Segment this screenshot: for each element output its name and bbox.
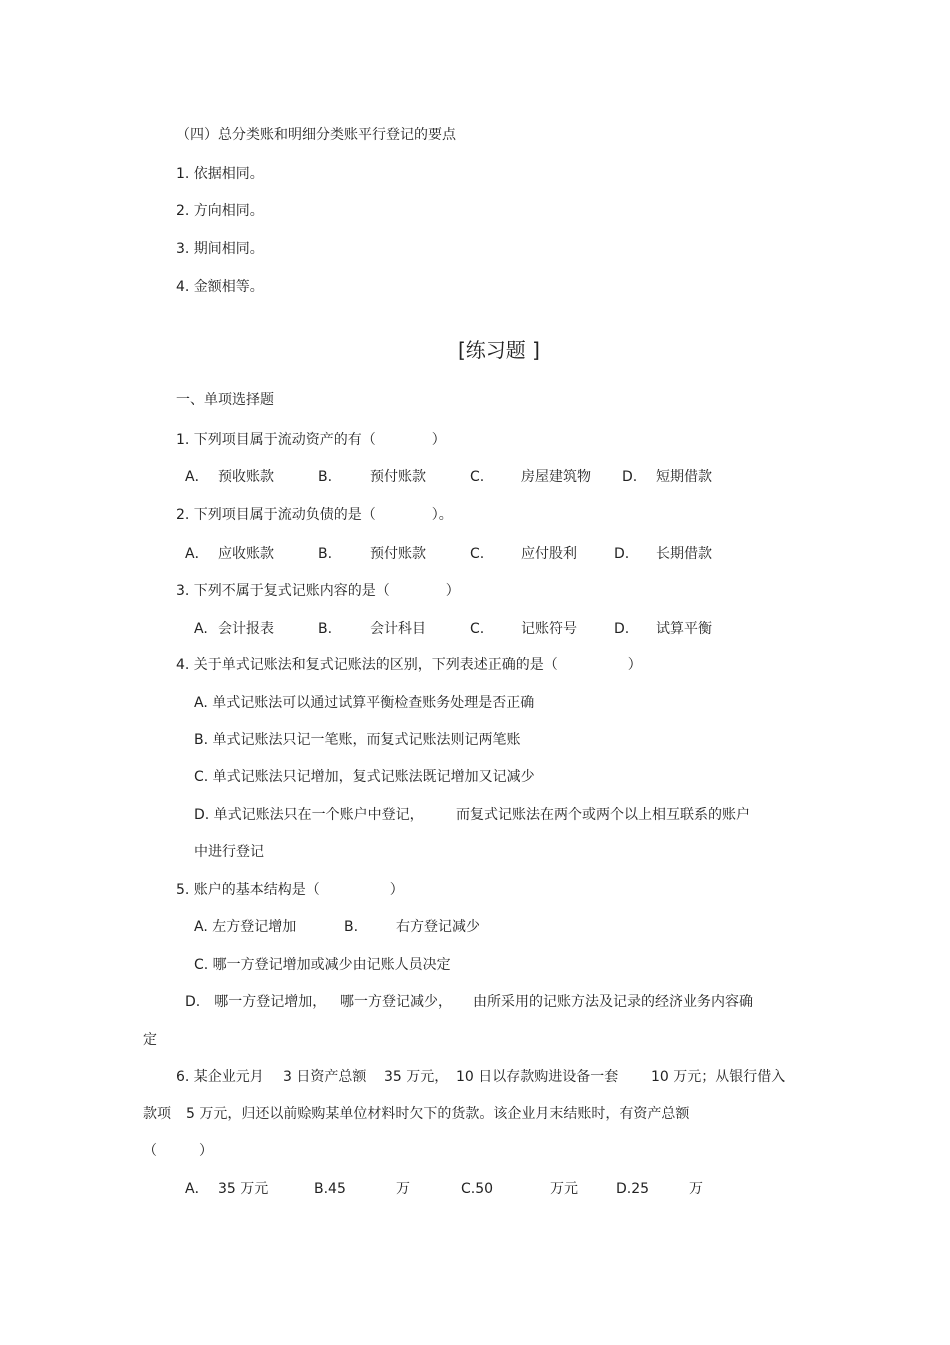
q6-part-7: 5 万元，归还以前赊购某单位材料时欠下的货款。该企业月末结账时，有资产总额: [186, 1106, 690, 1122]
option-c-text: 应付股利: [521, 546, 577, 562]
question-4-option-d-continued: 中进行登记: [194, 844, 264, 860]
option-a: A. 左方登记增加: [194, 919, 297, 935]
option-a-label: A．: [185, 546, 209, 562]
option-a-label: A．: [185, 469, 209, 485]
option-d-part-2: 而复式记账法在两个或两个以上相互联系的账户: [456, 807, 750, 823]
q6-part-6: 款项: [143, 1106, 171, 1122]
question-2-stem: 2. 下列项目属于流动负债的是（ ）。: [176, 507, 453, 523]
option-a-text: 预收账款: [218, 469, 274, 485]
option-c-label: C.: [470, 621, 485, 637]
exercise-title: [练习题 ]: [458, 338, 540, 362]
option-c-text: C.50: [461, 1181, 494, 1197]
question-1-stem: 1. 下列项目属于流动资产的有（ ）: [176, 432, 446, 448]
question-5-stem: 5. 账户的基本结构是（ ）: [176, 882, 404, 898]
question-6-line-3: （ ）: [143, 1143, 213, 1159]
option-d-part-1: D. 哪一方登记增加，: [185, 994, 327, 1010]
option-c-label: C.: [470, 546, 485, 562]
option-d-label: D.: [614, 546, 630, 562]
option-b-label: B.: [318, 621, 333, 637]
option-a-label: A.: [194, 621, 208, 637]
option-d-text: D.25: [616, 1181, 650, 1197]
option-b-text: 预付账款: [370, 546, 426, 562]
option-b-text: 会计科目: [370, 621, 426, 637]
q6-part-5: 10 万元；从银行借入: [651, 1069, 786, 1085]
option-b-unit: 万: [396, 1181, 410, 1197]
option-a-text: 35 万元: [218, 1181, 269, 1197]
section-heading: （四）总分类账和明细分类账平行登记的要点: [176, 127, 456, 143]
option-d-text: 试算平衡: [656, 621, 712, 637]
option-d-part-1: D. 单式记账法只在一个账户中登记，: [194, 807, 424, 823]
q6-part-3: 35 万元，: [384, 1069, 449, 1085]
option-a-text: 应收账款: [218, 546, 274, 562]
option-b-text: B.45: [314, 1181, 346, 1197]
option-d-part-3: 由所采用的记账方法及记录的经济业务内容确: [473, 994, 753, 1010]
option-c-label: C.: [470, 469, 485, 485]
point-3: 3. 期间相同。: [176, 241, 264, 257]
question-4-option-b: B. 单式记账法只记一笔账，而复式记账法则记两笔账: [194, 732, 521, 748]
option-a-text: 会计报表: [218, 621, 274, 637]
option-b-text: 右方登记减少: [396, 919, 480, 935]
option-d-unit: 万: [689, 1181, 703, 1197]
question-4-option-c: C. 单式记账法只记增加，复式记账法既记增加又记减少: [194, 769, 535, 785]
point-2: 2. 方向相同。: [176, 203, 264, 219]
question-4-stem: 4. 关于单式记账法和复式记账法的区别，下列表述正确的是（ ）: [176, 657, 642, 673]
q6-part-2: 3 日资产总额: [283, 1069, 367, 1085]
point-4: 4. 金额相等。: [176, 279, 264, 295]
question-5-option-d-continued: 定: [143, 1032, 157, 1048]
option-c-text: 房屋建筑物: [521, 469, 591, 485]
option-d-text: 短期借款: [656, 469, 712, 485]
question-5-option-c: C. 哪一方登记增加或减少由记账人员决定: [194, 957, 451, 973]
option-d-text: 长期借款: [656, 546, 712, 562]
option-d-label: D.: [622, 469, 638, 485]
option-d-part-2: 哪一方登记减少，: [340, 994, 452, 1010]
q6-part-1: 6. 某企业元月: [176, 1069, 264, 1085]
option-c-text: 记账符号: [521, 621, 577, 637]
option-b-label: B.: [344, 919, 359, 935]
q6-part-4: 10 日以存款购进设备一套: [456, 1069, 619, 1085]
option-c-unit: 万元: [550, 1181, 578, 1197]
question-4-option-a: A. 单式记账法可以通过试算平衡检查账务处理是否正确: [194, 695, 535, 711]
option-b-label: B.: [318, 546, 333, 562]
part-heading: 一、单项选择题: [176, 392, 274, 408]
option-d-label: D.: [614, 621, 630, 637]
option-a-label: A．: [185, 1181, 209, 1197]
option-b-label: B.: [318, 469, 333, 485]
point-1: 1. 依据相同。: [176, 166, 264, 182]
option-b-text: 预付账款: [370, 469, 426, 485]
question-3-stem: 3. 下列不属于复式记账内容的是（ ）: [176, 583, 460, 599]
